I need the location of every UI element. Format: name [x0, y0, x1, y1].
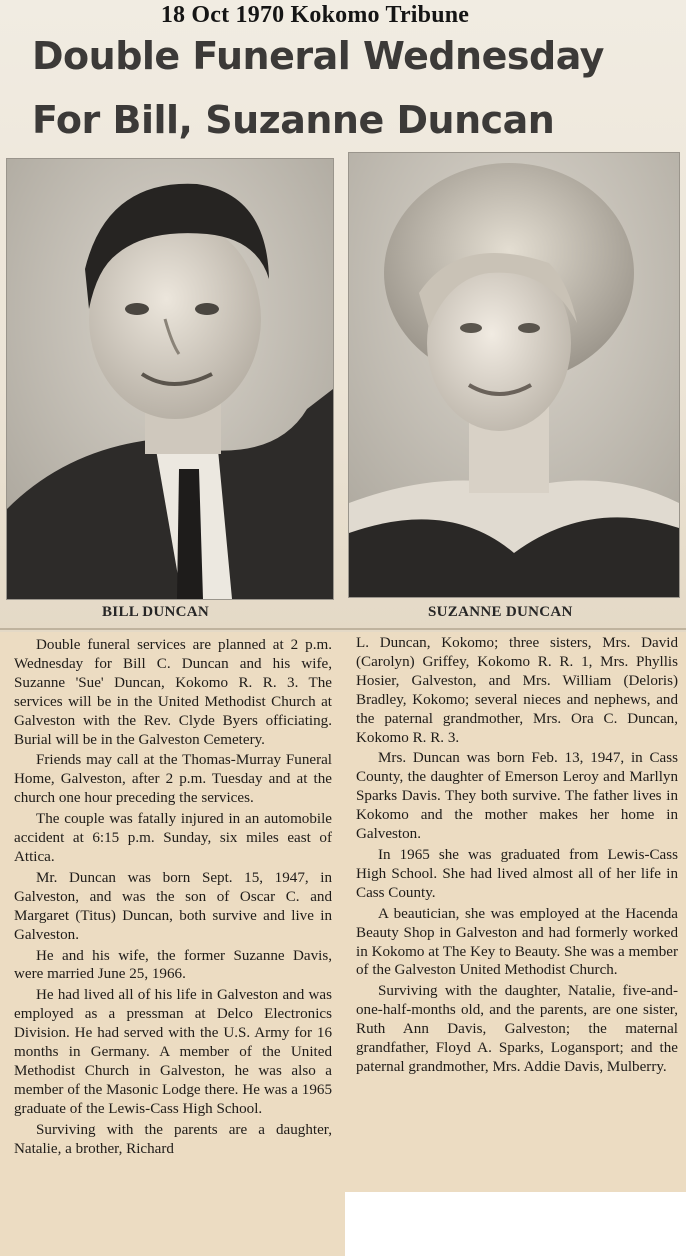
article-paragraph: Double funeral services are planned at 2 p.m. Wednesday for Bill C. Duncan and his wife, Suzanne 'Sue' Duncan, Kokomo R. R. 3. The services will be in the United Methodist Church at Galveston with the Rev. Clyde Byers officiating. Burial will be in the Galveston Cemetery. — [14, 637, 332, 748]
caption-divider — [0, 628, 686, 630]
article-right-column — [356, 634, 678, 1190]
article-paragraph: In 1965 she was graduated from Lewis-Cass High School. She had lived almost all of her life in Cass County. — [356, 846, 678, 901]
article-paragraph-continued: L. Duncan, Kokomo; three sisters, Mrs. David (Carolyn) Griffey, Kokomo R. R. 1, Mrs. Phyllis Hosier, Galveston, and Mrs. William (Deloris) Bradley, Kokomo; several nieces and nephews, and the paternal grandmother, Mrs. Ora C. Duncan, Kokomo R. R. 3. — [356, 635, 678, 746]
blank-background — [345, 1192, 686, 1256]
article-left-column — [14, 636, 332, 1254]
article-paragraph: Surviving with the parents are a daughter, Natalie, a brother, Richard — [14, 1121, 332, 1157]
bill-duncan-caption: BILL DUNCAN — [102, 604, 210, 620]
article-paragraph: The couple was fatally injured in an automobile accident at 6:15 p.m. Sunday, six miles east of Attica. — [14, 811, 332, 865]
bill-duncan-photo — [6, 158, 334, 600]
dateline: 18 Oct 1970 Kokomo Tribune — [160, 2, 470, 28]
article-paragraph: He and his wife, the former Suzanne Davis, were married June 25, 1966. — [14, 947, 332, 983]
headline-line-2: For Bill, Suzanne Duncan — [32, 98, 555, 142]
article-paragraph: Mrs. Duncan was born Feb. 13, 1947, in Cass County, the daughter of Emerson Leroy and Marllyn Sparks Davis. They both survive. The father lives in Kokomo and the mother makes her home in Galveston. — [356, 750, 678, 843]
article-paragraph: Friends may call at the Thomas-Murray Funeral Home, Galveston, after 2 p.m. Tuesday and at the church one hour preceding the services. — [14, 752, 332, 807]
article-paragraph: He had lived all of his life in Galveston and was employed as a pressman at Delco Electronics Division. He had served with the U.S. Army for 16 months in Germany. A member of the United Methodist Church in Galveston, he was also a member of the Masonic Lodge there. He was a 1965 graduate of the Lewis-Cass High School. — [14, 987, 332, 1117]
headline-line-1: Double Funeral Wednesday — [32, 34, 604, 78]
article-paragraph: A beautician, she was employed at the Hacenda Beauty Shop in Galveston and had formerly worked in Kokomo at The Key to Beauty. She was a member of the Galveston United Methodist Church. — [356, 905, 678, 979]
article-paragraph: Surviving with the daughter, Natalie, five-and-one-half-months old, and the parents, are one sister, Ruth Ann Davis, Galveston; the maternal grandfather, Floyd A. Sparks, Logansport; and the paternal grandmother, Mrs. Addie Davis, Mulberry. — [356, 983, 678, 1075]
article-paragraph: Mr. Duncan was born Sept. 15, 1947, in Galveston, and was the son of Oscar C. and Margaret (Titus) Duncan, both survive and live in Galveston. — [14, 869, 332, 943]
suzanne-duncan-caption: SUZANNE DUNCAN — [428, 604, 573, 620]
suzanne-duncan-photo — [348, 152, 680, 598]
